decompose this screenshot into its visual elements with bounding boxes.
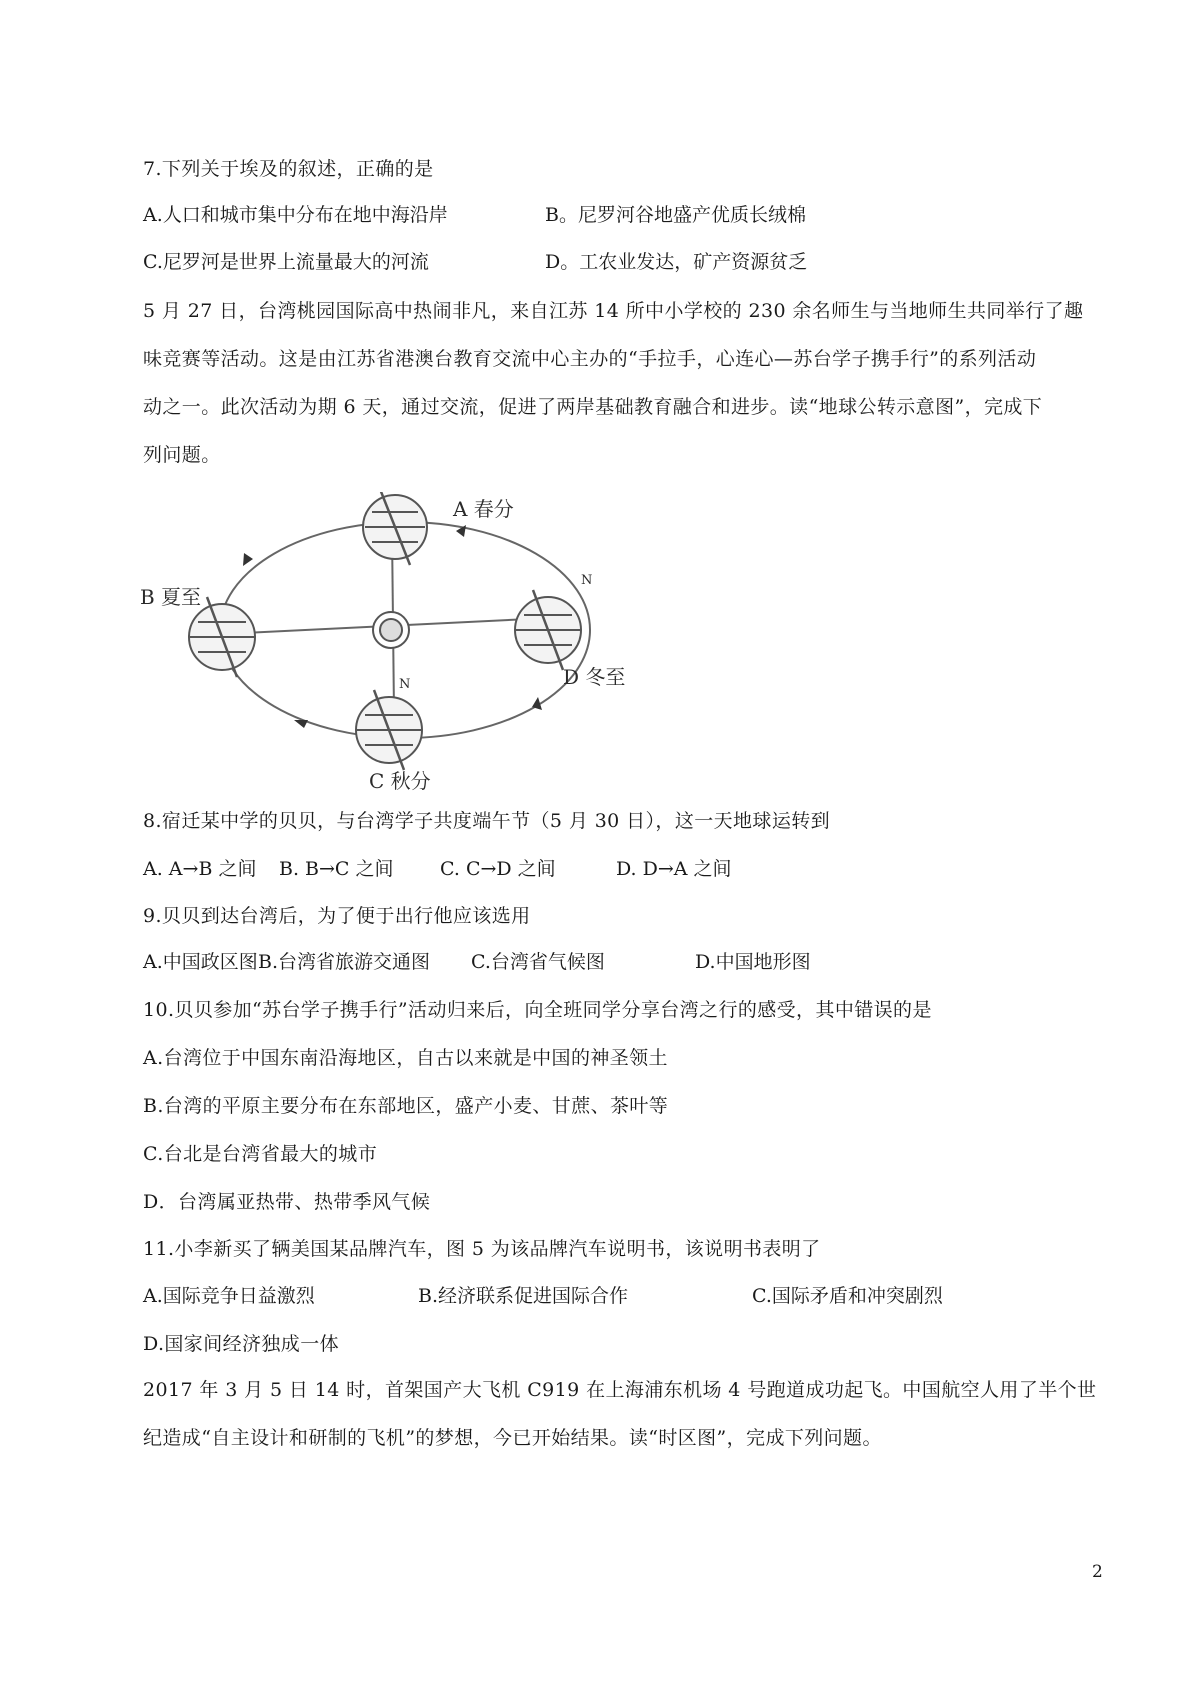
q10-option-c: C.台北是台湾省最大的城市 <box>143 1143 378 1165</box>
page-number: 2 <box>1092 1562 1103 1582</box>
label-b-summer: B 夏至 <box>140 585 202 609</box>
passage1-line: 味竞赛等活动。这是由江苏省港澳台教育交流中心主办的“手拉手，心连心—苏台学子携手行”的系列活动 <box>143 348 1037 370</box>
q8-option-a: A. A→B 之间 <box>143 858 257 880</box>
q9-option-b: B.台湾省旅游交通图 <box>258 951 431 973</box>
q7-option-b: B。尼罗河谷地盛产优质长绒棉 <box>545 204 806 226</box>
q11-option-b: B.经济联系促进国际合作 <box>418 1285 629 1307</box>
q7-option-d: D。工农业发达，矿产资源贫乏 <box>545 251 808 273</box>
q10-option-a: A.台湾位于中国东南沿海地区，自古以来就是中国的神圣领土 <box>143 1047 668 1069</box>
q7-option-a: A.人口和城市集中分布在地中海沿岸 <box>143 204 448 226</box>
earth-a-spring-equinox-icon <box>363 492 427 565</box>
q9-option-a: A.中国政区图 <box>143 951 258 973</box>
arrow-icon <box>294 720 308 728</box>
q10-option-b: B.台湾的平原主要分布在东部地区，盛产小麦、甘蔗、茶叶等 <box>143 1095 669 1117</box>
label-c-autumn: C 秋分 <box>369 769 431 792</box>
q9-stem: 9.贝贝到达台湾后，为了便于出行他应该选用 <box>143 905 531 927</box>
passage1-line: 动之一。此次活动为期 6 天，通过交流，促进了两岸基础教育融合和进步。读“地球公转示意图”，完成下 <box>143 396 1043 418</box>
earth-c-autumn-equinox-icon <box>356 690 422 770</box>
q11-option-c: C.国际矛盾和冲突剧烈 <box>752 1285 943 1307</box>
earth-b-summer-solstice-icon <box>189 597 255 677</box>
q9-option-c: C.台湾省气候图 <box>471 951 605 973</box>
q11-stem: 11.小李新买了辆美国某品牌汽车，图 5 为该品牌汽车说明书，该说明书表明了 <box>143 1238 821 1260</box>
q9-option-d: D.中国地形图 <box>695 951 811 973</box>
q10-stem: 10.贝贝参加“苏台学子携手行”活动归来后，向全班同学分享台湾之行的感受，其中错误的是 <box>143 999 932 1021</box>
q10-option-d: D．台湾属亚热带、热带季风气候 <box>143 1191 431 1213</box>
q8-option-d: D. D→A 之间 <box>616 858 732 880</box>
sun-icon <box>373 612 409 648</box>
q11-option-d: D.国家间经济独成一体 <box>143 1333 339 1355</box>
north-pole-label: N <box>399 677 411 692</box>
q11-option-a: A.国际竞争日益激烈 <box>143 1285 315 1307</box>
passage2-line: 2017 年 3 月 5 日 14 时，首架国产大飞机 C919 在上海浦东机场 4 号跑道成功起飞。中国航空人用了半个世 <box>143 1379 1097 1401</box>
passage1-line: 列问题。 <box>143 444 221 466</box>
passage1-line: 5 月 27 日，台湾桃园国际高中热闹非凡，来自江苏 14 所中小学校的 230 余名师生与当地师生共同举行了趣 <box>143 300 1084 322</box>
earth-revolution-diagram <box>140 492 660 792</box>
north-pole-label: N <box>581 573 593 588</box>
arrow-icon <box>243 553 253 566</box>
passage2-line: 纪造成“自主设计和研制的飞机”的梦想，今已开始结果。读“时区图”，完成下列问题。 <box>143 1427 882 1449</box>
earth-d-winter-solstice-icon <box>515 590 581 670</box>
q8-stem: 8.宿迁某中学的贝贝，与台湾学子共度端午节（5 月 30 日），这一天地球运转到 <box>143 810 831 832</box>
label-d-winter: D 冬至 <box>563 665 626 689</box>
q7-option-c: C.尼罗河是世界上流量最大的河流 <box>143 251 429 273</box>
q8-option-b: B. B→C 之间 <box>279 858 394 880</box>
q7-stem: 7.下列关于埃及的叙述，正确的是 <box>143 158 434 180</box>
q8-option-c: C. C→D 之间 <box>440 858 556 880</box>
label-a-spring: A 春分 <box>453 497 514 521</box>
